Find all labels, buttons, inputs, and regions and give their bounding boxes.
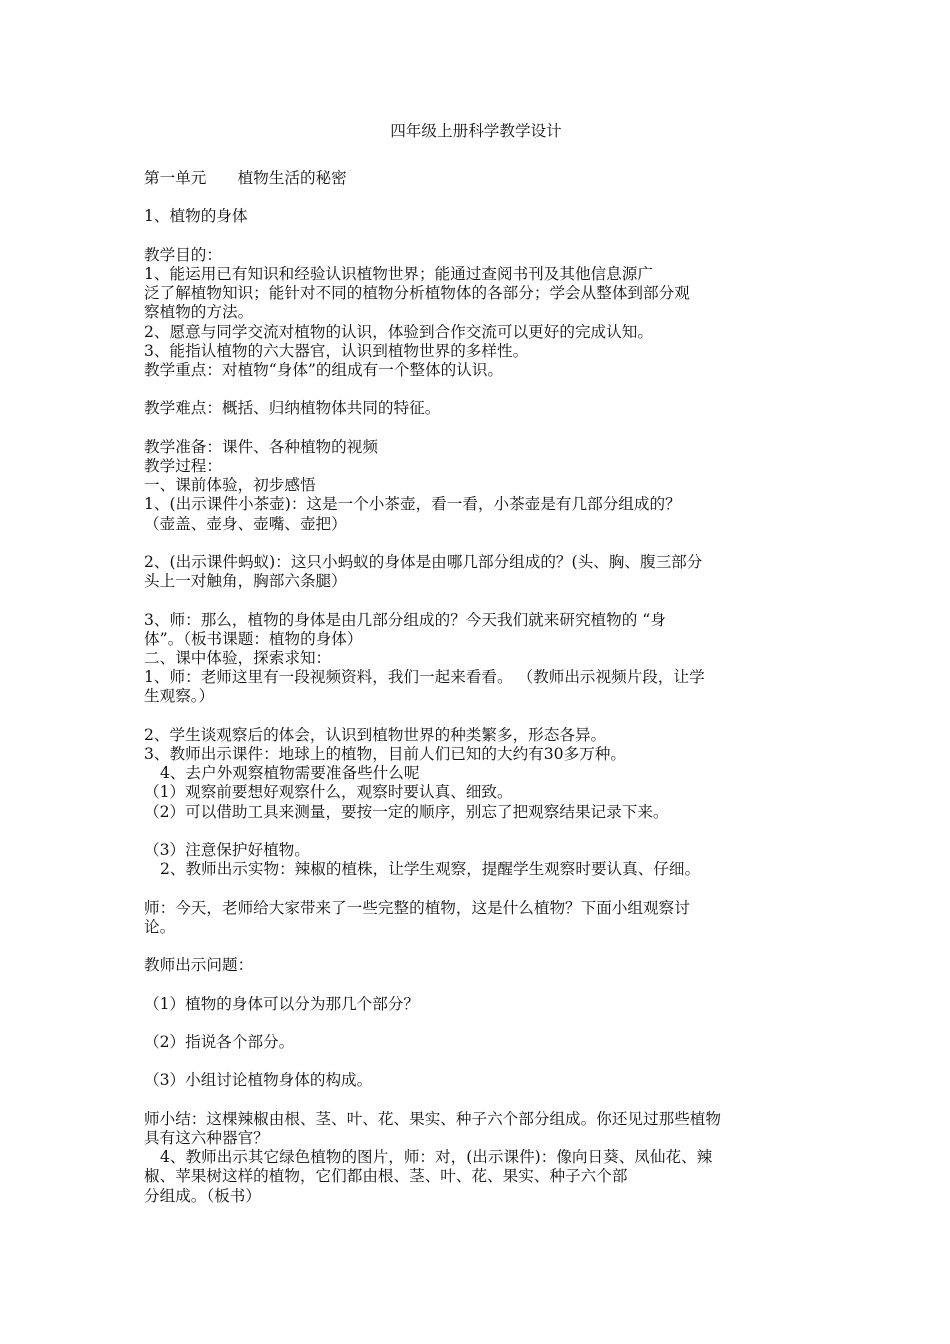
document-title: 四年级上册科学教学设计	[390, 122, 562, 140]
paragraph-line: 2、学生谈观察后的体会，认识到植物世界的种类繁多，形态各异。	[144, 725, 607, 744]
paragraph-line: 师小结：这棵辣椒由根、茎、叶、花、果实、种子六个部分组成。你还见过那些植物	[144, 1109, 721, 1128]
paragraph-line: 1、师：老师这里有一段视频资料，我们一起来看看。 （教师出示视频片段，让学	[144, 668, 705, 687]
paragraph-line: （1）观察前要想好观察什么，观察时要认真、细致。	[144, 783, 513, 802]
unit-heading: 第一单元 植物生活的秘密	[144, 169, 347, 187]
paragraph-line: 1、(出示课件小茶壶)：这是一个小茶壶，看一看，小茶壶是有几部分组成的？	[144, 495, 681, 514]
paragraph-line: 具有这六种器官？	[144, 1128, 269, 1147]
question-item: （1）植物的身体可以分为那几个部分？	[144, 994, 420, 1013]
question-item: （2）指说各个部分。	[144, 1032, 295, 1051]
section-heading: 一、课前体验，初步感悟	[144, 476, 316, 495]
paragraph-line: 4、去户外观察植物需要准备些什么呢	[160, 764, 420, 783]
paragraph-line: （2）可以借助工具来测量，要按一定的顺序，别忘了把观察结果记录下来。	[144, 802, 669, 821]
paragraph-line: 3、师：那么，植物的身体是由几部分组成的？今天我们就来研究植物的 “身	[144, 610, 666, 629]
lesson-heading: 1、植物的身体	[144, 207, 248, 226]
questions-label: 教师出示问题：	[144, 956, 254, 975]
paragraph-line: （3）注意保护好植物。	[144, 840, 310, 859]
paragraph-line: 体”。（板书课题：植物的身体）	[144, 629, 363, 648]
goals-label: 教学目的：	[144, 245, 222, 264]
paragraph-line: 2、教师出示实物：辣椒的植株，让学生观察，提醒学生观察时要认真、仔细。	[160, 860, 701, 879]
goal-line: 泛了解植物知识；能针对不同的植物分析植物体的各部分；学会从整体到部分观	[144, 284, 690, 303]
paragraph-line: 3、教师出示课件：地球上的植物，目前人们已知的大约有30多万种。	[144, 744, 626, 763]
paragraph-line: 生观察。）	[144, 687, 215, 706]
paragraph-line: 2、(出示课件蚂蚁)：这只小蚂蚁的身体是由哪几部分组成的？(头、胸、腹三部分	[144, 552, 703, 571]
key-point: 教学重点：对植物“身体”的组成有一个整体的认识。	[144, 361, 504, 379]
paragraph-line: 论。	[144, 917, 176, 936]
section-heading: 二、课中体验，探索求知：	[144, 648, 332, 667]
paragraph-line: 椒、苹果树这样的植物，它们都由根、茎、叶、花、果实、种子六个部	[144, 1167, 628, 1186]
preparation: 教学准备：课件、各种植物的视频	[144, 437, 378, 456]
process-label: 教学过程：	[144, 456, 222, 475]
goal-line: 察植物的方法。	[144, 303, 254, 322]
paragraph-line: 师：今天，老师给大家带来了一些完整的植物，这是什么植物？下面小组观察讨	[144, 898, 690, 917]
paragraph-line: 头上一对触角，胸部六条腿）	[144, 572, 347, 591]
goal-line: 2、愿意与同学交流对植物的认识，体验到合作交流可以更好的完成认知。	[144, 322, 653, 341]
goal-line: 3、能指认植物的六大器官，认识到植物世界的多样性。	[144, 341, 529, 360]
question-item: （3）小组讨论植物身体的构成。	[144, 1071, 373, 1090]
difficulty: 教学难点：概括、归纳植物体共同的特征。	[144, 399, 441, 418]
paragraph-line: 4、教师出示其它绿色植物的图片，师：对，(出示课件)：像向日葵、凤仙花、辣	[160, 1148, 713, 1167]
goal-line: 1、能运用已有知识和经验认识植物世界；能通过查阅书刊及其他信息源广	[144, 264, 653, 283]
paragraph-line: 分组成。（板书）	[144, 1186, 261, 1205]
document-page	[144, 122, 808, 1206]
paragraph-line: （壶盖、壶身、壶嘴、壶把）	[144, 514, 347, 533]
